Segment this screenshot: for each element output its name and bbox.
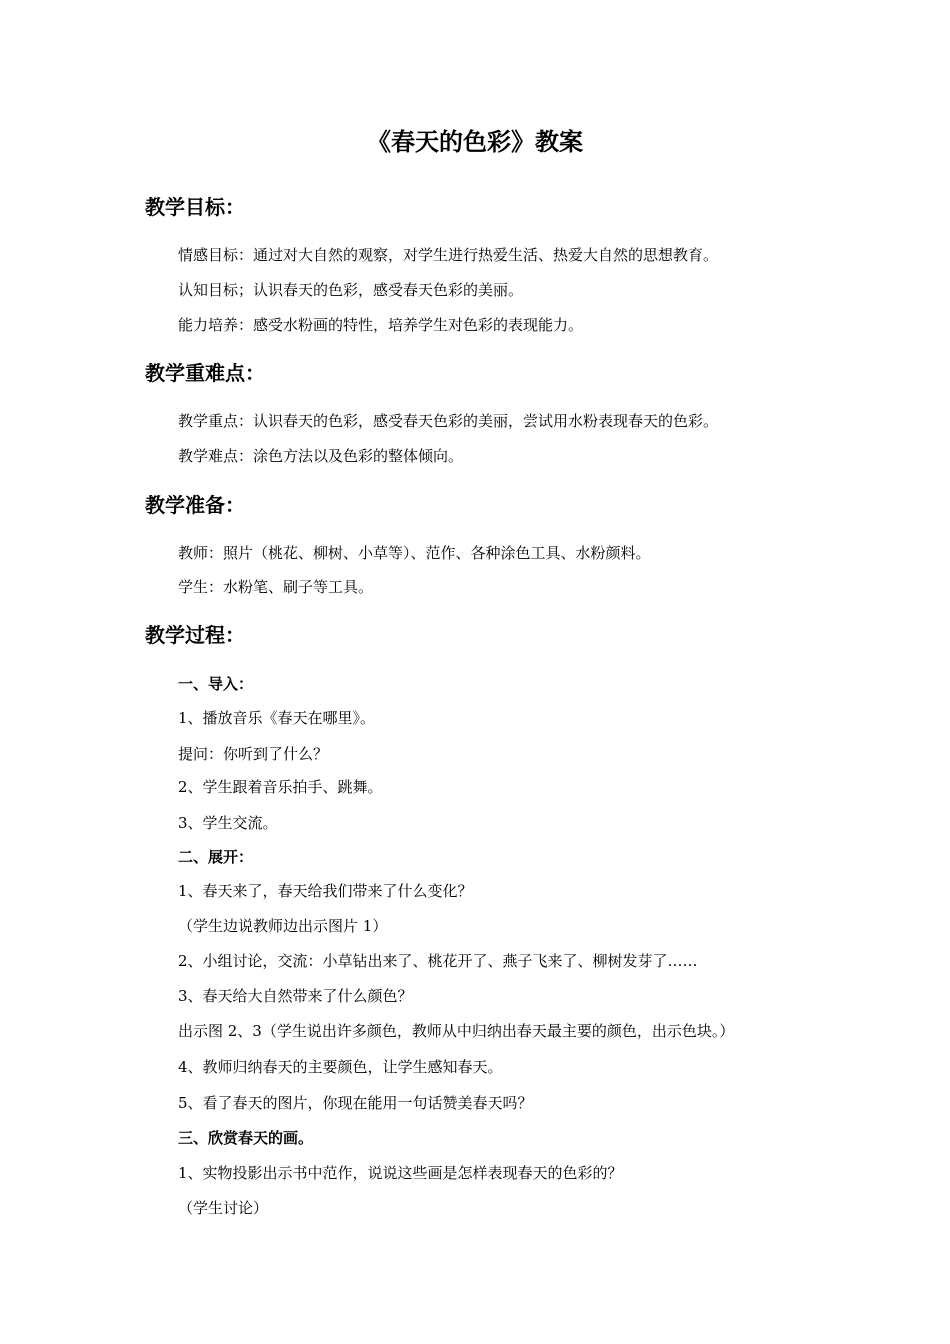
process-intro-heading: 一、导入： (178, 675, 254, 693)
process-develop-line: 4、教师归纳春天的主要颜色，让学生感知春天。 (178, 1058, 503, 1076)
preparation-line-student: 学生：水粉笔、刷子等工具。 (178, 578, 374, 596)
process-appreciate-heading: 三、欣赏春天的画。 (178, 1129, 314, 1147)
process-heading: 教学过程： (145, 623, 245, 647)
preparation-line-teacher: 教师：照片（桃花、柳树、小草等）、范作、各种涂色工具、水粉颜料。 (178, 544, 651, 562)
goals-line-emotion: 情感目标：通过对大自然的观察，对学生进行热爱生活、热爱大自然的思想教育。 (178, 246, 719, 264)
goals-heading: 教学目标： (145, 195, 245, 219)
process-develop-line: 2、小组讨论，交流：小草钻出来了、桃花开了、燕子飞来了、柳树发芽了…… (178, 952, 698, 970)
process-develop-line: 1、春天来了，春天给我们带来了什么变化？ (178, 882, 473, 900)
process-appreciate-line: （学生讨论） (178, 1199, 269, 1217)
process-develop-line: 5、看了春天的图片，你现在能用一句话赞美春天吗？ (178, 1094, 533, 1112)
preparation-heading: 教学准备： (145, 493, 245, 517)
process-develop-line: 3、春天给大自然带来了什么颜色？ (178, 987, 413, 1005)
process-intro-line: 3、学生交流。 (178, 814, 278, 832)
process-develop-heading: 二、展开： (178, 848, 254, 866)
goals-line-ability: 能力培养：感受水粉画的特性，培养学生对色彩的表现能力。 (178, 316, 584, 334)
key-points-heading: 教学重难点： (145, 361, 265, 385)
process-appreciate-line: 1、实物投影出示书中范作，说说这些画是怎样表现春天的色彩的？ (178, 1164, 623, 1182)
page-title: 《春天的色彩》教案 (367, 127, 583, 156)
process-develop-line: 出示图 2、3（学生说出许多颜色，教师从中归纳出春天最主要的颜色，出示色块。） (178, 1022, 735, 1040)
process-intro-line: 1、播放音乐《春天在哪里》。 (178, 709, 376, 727)
process-intro-line: 提问：你听到了什么？ (178, 745, 329, 763)
key-points-line-difficulty: 教学难点：涂色方法以及色彩的整体倾向。 (178, 447, 464, 465)
goals-line-cognition: 认知目标；认识春天的色彩，感受春天色彩的美丽。 (178, 281, 524, 299)
process-develop-line: （学生边说教师边出示图片 1） (178, 917, 388, 935)
key-points-line-focus: 教学重点：认识春天的色彩，感受春天色彩的美丽，尝试用水粉表现春天的色彩。 (178, 412, 719, 430)
process-intro-line: 2、学生跟着音乐拍手、跳舞。 (178, 778, 383, 796)
